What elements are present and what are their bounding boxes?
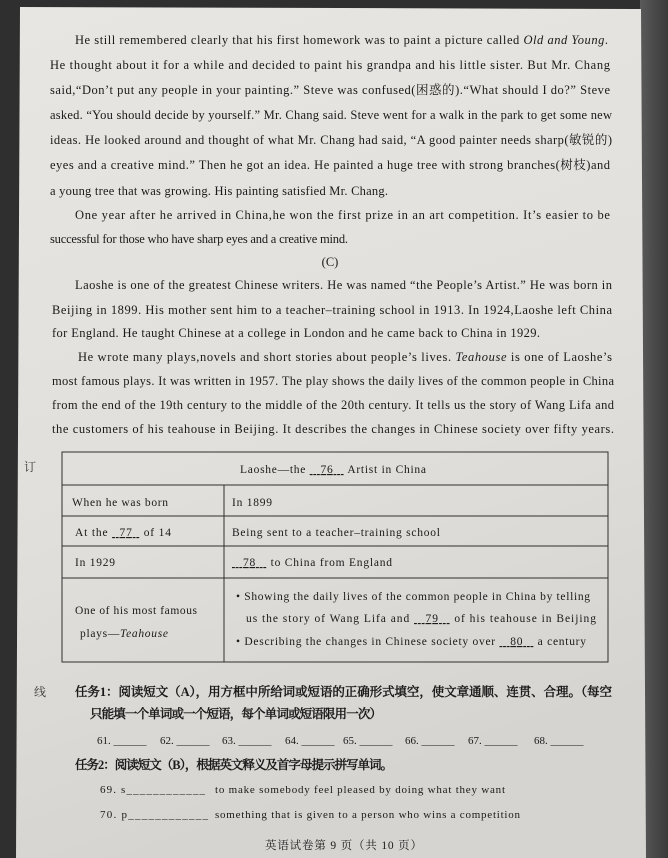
answer-blank-68 — [534, 735, 584, 747]
blank-line: ______ — [356, 735, 393, 747]
line-text: He still remembered clearly that his first homework was to paint a picture called — [75, 33, 523, 47]
blank-underline — [334, 464, 344, 476]
binding-mark-xian: 线 — [34, 685, 47, 699]
passage-c-p2-line-4: the customers of his teahouse in Beijing. It describes the changes in Chinese society over fifty years. — [52, 422, 614, 436]
row-born-label: When he was born — [72, 497, 168, 509]
line-after: of his teahouse in Beijing — [450, 613, 596, 625]
passage-c-p2-line-2: most famous plays. It was written in 1957. The play shows the daily lives of the common people in China — [52, 374, 614, 388]
line-text: He wrote many plays,novels and short stories about people’s lives. — [78, 350, 455, 364]
line-before: • Describing the changes in Chinese society over — [236, 636, 499, 648]
blank-line: ____________ — [126, 784, 205, 796]
task-1-instruction-line-1: 任务1：阅读短文（A），用方框中所给词或短语的正确形式填空，使文章通顺、连贯、合理。（每空 — [75, 685, 612, 699]
blank-line: ______ — [298, 735, 335, 747]
passage-c-p1-line-3: for England. He taught Chinese at a college in London and he came back to China in 1929. — [52, 326, 540, 340]
painting-title: Old and Young — [523, 33, 605, 47]
blank-number-77: 77 — [119, 527, 132, 539]
answer-blank-62 — [160, 735, 210, 747]
blank-number-80: 80 — [510, 636, 523, 648]
blank-number: 68. — [534, 735, 548, 747]
passage-b-line-7: a young tree that was growing. His painting satisfied Mr. Chang. — [50, 184, 388, 198]
item-number: 70. — [100, 809, 117, 821]
row-1929-value — [232, 557, 392, 569]
page-footer: 英语试卷第 9 页（共 10 页） — [265, 840, 422, 852]
label-prefix: plays— — [80, 628, 120, 640]
blank-line: ______ — [418, 735, 455, 747]
line-before: us the story of Wang Lifa and — [246, 613, 414, 625]
passage-c-p2-line-3: from the end of the 19th century to the middle of the 20th century. It tells us the story of Wang Lifa and — [52, 398, 614, 412]
task-2-instruction: 任务2：阅读短文（B），根据英文释义及首字母提示拼写单词。 — [75, 758, 393, 772]
binding-mark-ding: 订 — [24, 460, 37, 474]
passage-c-p2-line-1 — [78, 350, 612, 364]
passage-b-line-2: He thought about it for a while and decided to paint his grandpa and his little sister. But Mr. Chang — [50, 58, 611, 72]
blank-number: 64. — [285, 735, 299, 747]
row-school-label — [75, 527, 171, 539]
table-title — [240, 464, 426, 476]
initial-letter: p — [121, 809, 127, 821]
blank-number: 61. — [97, 735, 111, 747]
task-1-instruction-line-2: 只能填一个单词或一个短语，每个单词或短语限用一次） — [90, 707, 382, 721]
blank-underline — [232, 557, 242, 569]
passage-b — [50, 33, 612, 246]
title-before: Laoshe—the — [240, 464, 309, 476]
item-number: 69. — [100, 784, 117, 796]
blank-underline — [256, 557, 266, 569]
passage-b-closing-line-1: One year after he arrived in China,he won the first prize in an art competition. It’s easier to be — [75, 208, 610, 222]
line-end: . — [604, 33, 608, 47]
blank-line: ______ — [235, 735, 272, 747]
answer-blank-61 — [97, 735, 147, 747]
answer-blank-65 — [343, 735, 393, 747]
play-title: Teahouse — [120, 628, 168, 640]
blank-underline — [414, 613, 425, 625]
blank-underline — [310, 464, 320, 476]
blank-number-76: 76 — [320, 464, 333, 476]
blank-number-79: 79 — [425, 613, 439, 625]
line-end: is one of Laoshe’s — [507, 350, 613, 364]
passage-c-label: (C) — [321, 255, 339, 269]
item-69-blank — [100, 784, 206, 796]
blank-number: 66. — [405, 735, 419, 747]
row-teahouse-bullet-1-cont — [246, 613, 596, 625]
passage-b-line-4: asked. “You should decide by yourself.” Mr. Chang said. Steve went for a walk in the park to get some new — [50, 108, 612, 122]
label-after: of 14 — [140, 527, 171, 539]
value-after: to China from England — [266, 557, 392, 569]
item-69-definition: to make somebody feel pleased by doing what they want — [215, 784, 505, 796]
line-after: a century — [534, 636, 586, 648]
passage-b-line-5: ideas. He looked around and thought of what Mr. Chang had said, “A good painter needs sharp(敏锐的) — [50, 133, 612, 147]
passage-b-closing-line-2: successful for those who have sharp eyes and a creative mind. — [50, 232, 348, 246]
row-teahouse-label-line-1: One of his most famous — [75, 605, 197, 617]
blank-underline — [439, 613, 450, 625]
play-title: Teahouse — [455, 350, 507, 364]
initial-letter: s — [121, 784, 126, 796]
blank-number-78: 78 — [242, 557, 256, 569]
row-born-value: In 1899 — [232, 497, 272, 509]
row-1929-label: In 1929 — [75, 557, 115, 569]
passage-c-p1-line-1: Laoshe is one of the greatest Chinese writers. He was named “the People’s Artist.” He was born in — [75, 278, 612, 292]
blank-number: 63. — [222, 735, 236, 747]
row-teahouse-bullet-2 — [236, 636, 586, 648]
blank-line: ______ — [173, 735, 210, 747]
row-school-value: Being sent to a teacher–training school — [232, 527, 440, 539]
item-70-definition: something that is given to a person who wins a competition — [215, 809, 520, 821]
blank-underline — [112, 527, 119, 539]
blank-number: 67. — [468, 735, 482, 747]
label-before: At the — [75, 527, 112, 539]
blank-underline — [499, 636, 509, 648]
answer-blank-63 — [222, 735, 272, 747]
row-teahouse-label-line-2 — [80, 628, 168, 640]
blank-line: ______ — [481, 735, 518, 747]
blank-number: 65. — [343, 735, 357, 747]
answer-blank-66 — [405, 735, 455, 747]
blank-number: 62. — [160, 735, 174, 747]
row-teahouse-bullet-1: • Showing the daily lives of the common people in China by telling — [236, 591, 590, 603]
title-after: Artist in China — [344, 464, 426, 476]
answer-blank-67 — [468, 735, 518, 747]
blank-line: ______ — [547, 735, 584, 747]
blank-line: ____________ — [128, 809, 208, 821]
passage-c-p1-line-2: Beijing in 1899. His mother sent him to a teacher–training school in 1913. In 1924,Laoshe left China — [52, 303, 612, 317]
blank-line: ______ — [110, 735, 147, 747]
blank-underline — [133, 527, 140, 539]
blank-underline — [523, 636, 533, 648]
passage-b-line-1 — [75, 33, 608, 47]
passage-b-line-3: said,“Don’t put any people in your painting.” Steve was confused(困惑的).“What should I do?” Steve — [50, 83, 610, 97]
passage-b-line-6: eyes and a creative mind.” Then he got an idea. He painted a huge tree with strong branches(树枝)and — [50, 158, 611, 172]
answer-blank-64 — [285, 735, 335, 747]
